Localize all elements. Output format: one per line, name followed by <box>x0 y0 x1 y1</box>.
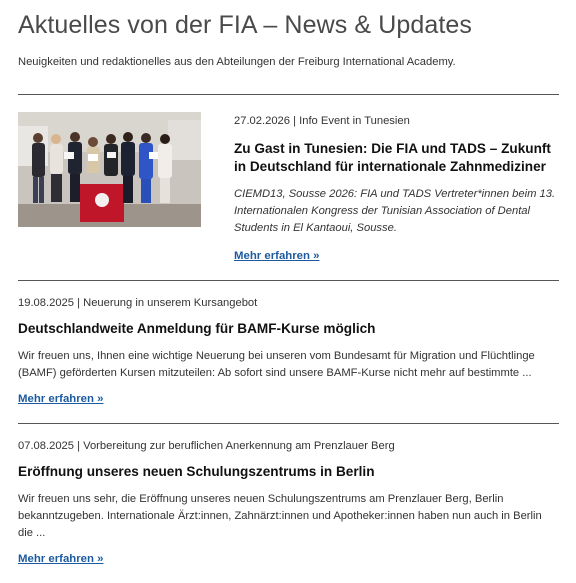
article-excerpt: Wir freuen uns, Ihnen eine wichtige Neuerung bei unseren vom Bundesamt für Migration und Flüchtlinge (BAMF) geförderten Kursen mitzuteilen: Ab sofort sind unsere BAMF-Kurse nicht mehr auf bestimmte ... <box>18 350 535 379</box>
article-excerpt: CIEMD13, Sousse 2026: FIA und TADS Vertreter*innen beim 13. Internationalen Kongress der Tunisian Association of Dental Students in El Kantaoui, Sousse. <box>234 188 556 234</box>
read-more-link[interactable]: Mehr erfahren » <box>234 250 320 262</box>
article-image[interactable] <box>18 112 201 227</box>
article-title[interactable]: Deutschlandweite Anmeldung für BAMF-Kurse möglich <box>18 321 376 336</box>
page-subtitle: Neuigkeiten und redaktionelles aus den Abteilungen der Freiburg International Academy. <box>18 56 456 68</box>
news-article <box>18 424 559 583</box>
article-meta: 07.08.2025 | Vorbereitung zur beruflichen Anerkennung am Prenzlauer Berg <box>18 440 395 452</box>
article-title[interactable]: Zu Gast in Tunesien: Die FIA und TADS – Zukunft in Deutschland für internationale Zahnmediziner <box>234 141 551 174</box>
article-meta: 27.02.2026 | Info Event in Tunesien <box>234 115 410 127</box>
group-photo-image <box>18 112 201 227</box>
page-title: Aktuelles von der FIA – News & Updates <box>18 11 473 39</box>
article-body <box>234 112 559 264</box>
article-title[interactable]: Eröffnung unseres neuen Schulungszentrums in Berlin <box>18 464 375 479</box>
news-article <box>18 281 559 423</box>
news-article-featured <box>18 95 559 280</box>
read-more-link[interactable]: Mehr erfahren » <box>18 393 104 405</box>
article-excerpt: Wir freuen uns sehr, die Eröffnung unseres neuen Schulungszentrums am Prenzlauer Berg, Berlin bekanntzugeben. Internationale Ärzt:innen, Zahnärzt:innen und Apotheker:innen haben nun auch in Berlin die ... <box>18 493 542 539</box>
article-meta: 19.08.2025 | Neuerung in unserem Kursangebot <box>18 297 258 309</box>
read-more-link[interactable]: Mehr erfahren » <box>18 553 104 565</box>
